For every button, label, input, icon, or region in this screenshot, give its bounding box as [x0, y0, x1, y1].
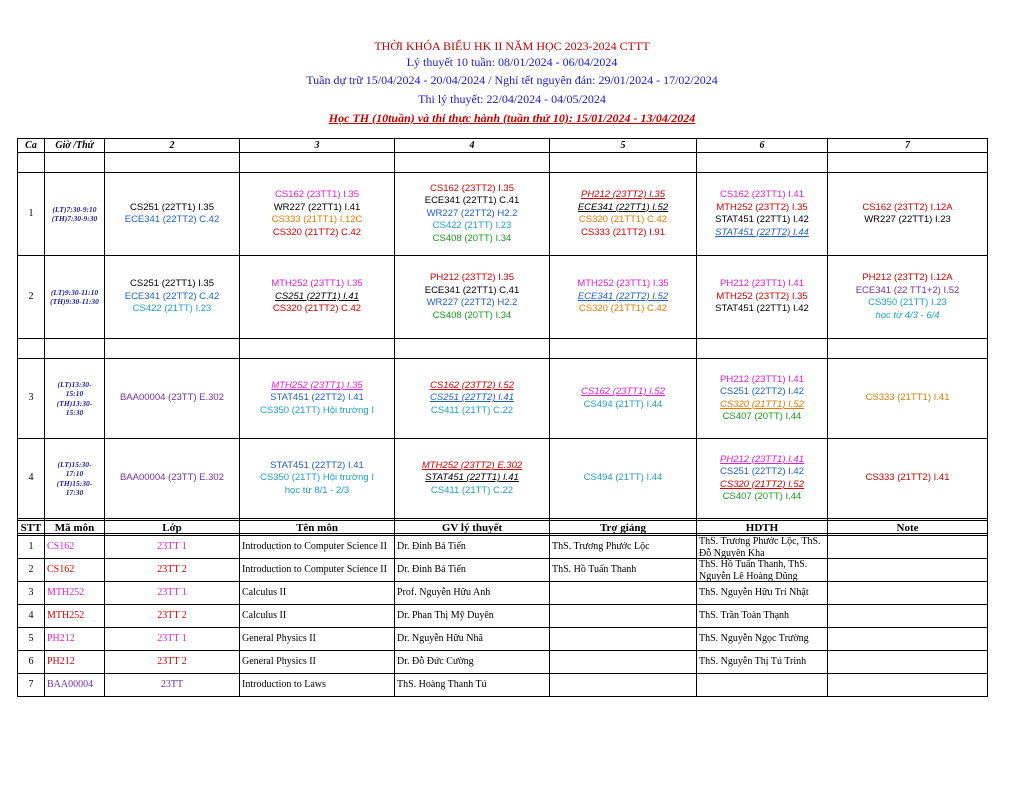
class-entry[interactable]: STAT451 (22TT1) I.41 [425, 472, 519, 484]
theory-period: Lý thuyết 10 tuần: 08/01/2024 - 06/04/2024 [406, 55, 618, 69]
class-entry[interactable]: CS333 (21TT2) I.91 [581, 226, 665, 238]
session-time [45, 359, 105, 439]
course-row [18, 536, 988, 559]
course-row [18, 651, 988, 674]
course-class: 23TT 1 [105, 582, 240, 605]
class-entry[interactable]: PH212 (23TT2) I.12A [862, 272, 953, 283]
course-code: MTH252 [45, 605, 105, 628]
time-line: (TH)7:30-9:30 [51, 214, 98, 223]
spacer-cell [45, 153, 105, 173]
class-entry[interactable]: PH212 (23TT2) I.35 [430, 272, 514, 283]
class-entry[interactable]: CS422 (21TT) I.23 [432, 220, 512, 232]
session-row [18, 256, 988, 339]
col-header-day-7: 7 [828, 139, 988, 153]
class-entry[interactable]: ECE341 (22TT1) I.52 [577, 201, 669, 213]
class-entry[interactable]: CS407 (20TT) I.44 [722, 411, 802, 422]
course-lecturer: Dr. Nguyễn Hữu Nhã [395, 628, 550, 651]
course-row [18, 582, 988, 605]
slot-cell[interactable] [828, 173, 988, 256]
course-class: 23TT [105, 674, 240, 697]
class-entry[interactable]: CS333 (21TT1) I.41 [865, 392, 950, 404]
reserve-period: Tuần dự trữ 15/04/2024 - 20/04/2024 / Nghỉ tết nguyên đán: 29/01/2024 - 17/02/2024 [306, 73, 718, 87]
time-line: 15:10 [65, 389, 84, 398]
class-entry[interactable]: MTH252 (23TT1) I.35 [577, 278, 669, 290]
class-entry[interactable]: PH212 (23TT1) I.41 [720, 453, 804, 465]
class-entry[interactable]: BAA00004 (23TT) E.302 [119, 472, 225, 484]
spacer-cell [697, 153, 828, 173]
session-row [18, 439, 988, 519]
spacer-cell [697, 339, 828, 359]
course-class: 23TT 1 [105, 628, 240, 651]
class-entry[interactable]: STAT451 (22TT2) I.41 [270, 459, 364, 471]
practice-period: Học TH (10tuần) và thi thực hành (tuần thứ 10): 15/01/2024 - 13/04/2024 [328, 111, 696, 125]
class-entry[interactable]: CS162 (23TT1) I.41 [720, 189, 804, 200]
course-lecturer: Dr. Đinh Bá Tiến [395, 536, 550, 559]
course-lab-instructor: ThS. Hồ Tuấn Thanh, ThS. Nguyễn Lê Hoàng Dũng [699, 559, 808, 581]
course-index: 3 [18, 582, 45, 605]
class-entry[interactable]: CS320 (21TT1) I.52 [720, 398, 804, 410]
slot-cell[interactable] [105, 439, 240, 519]
session-number: 1 [18, 173, 45, 256]
spacer-cell [45, 339, 105, 359]
class-entry[interactable]: CS407 (20TT) I.44 [722, 491, 802, 502]
course-lab-instructor-cell [697, 651, 828, 674]
class-entry[interactable]: CS494 (21TT) I.44 [583, 472, 663, 484]
course-row [18, 559, 988, 582]
session-time [45, 173, 105, 256]
course-lab-instructor-cell [697, 559, 828, 582]
class-entry[interactable]: WR227 (22TT2) H2.2 [426, 297, 518, 308]
session-time [45, 256, 105, 339]
course-lab-instructor: ThS. Nguyễn Thị Tú Trinh [699, 656, 807, 667]
class-entry[interactable]: CS408 (20TT) I.34 [432, 232, 512, 244]
course-lecturer: Dr. Đinh Bá Tiến [395, 559, 550, 582]
session-number: 3 [18, 359, 45, 439]
slot-cell[interactable] [395, 439, 550, 519]
col-header-lecturer: GV lý thuyết [395, 521, 550, 536]
spacer-cell [550, 153, 697, 173]
class-entry[interactable]: BAA00004 (23TT) E.302 [119, 392, 225, 404]
course-name: General Physics II [242, 656, 316, 667]
course-note [828, 605, 988, 628]
class-entry[interactable]: CS251 (22TT1) I.35 [130, 201, 214, 213]
course-lab-instructor: ThS. Nguyễn Hữu Trí Nhật [699, 587, 809, 598]
class-entry[interactable]: CS162 (23TT1) I.35 [275, 189, 359, 200]
time-line: (LT)13:30- [57, 379, 92, 389]
class-entry[interactable]: CS320 (21TT1) C.42 [578, 214, 668, 225]
col-header-ca: Ca [18, 139, 45, 153]
time-line: 17:30 [65, 488, 84, 497]
col-header-lab: HDTH [697, 521, 828, 536]
course-lab-instructor: ThS. Trương Phước Lộc, ThS. Đỗ Nguyên Kha [699, 536, 821, 558]
class-entry[interactable]: CS350 (21TT) Hội trường I [260, 404, 374, 416]
class-entry[interactable]: CS422 (21TT) I.23 [132, 303, 212, 315]
col-header-note: Note [828, 521, 988, 536]
class-entry[interactable]: học từ 4/3 - 6/4 [875, 309, 940, 321]
course-index: 6 [18, 651, 45, 674]
spacer-row [18, 153, 988, 173]
class-entry[interactable]: ECE341 (22TT2) C.42 [124, 214, 220, 225]
class-entry[interactable]: STAT451 (22TT2) I.44 [715, 226, 809, 238]
slot-cell[interactable] [395, 359, 550, 439]
time-line: (TH)9:30-11:30 [50, 297, 99, 306]
class-entry[interactable]: CS350 (21TT) Hội trường I [260, 472, 374, 484]
course-name-cell [240, 536, 395, 559]
time-line: (TH)13:30- [56, 398, 93, 408]
course-name: General Physics II [242, 633, 316, 644]
class-entry[interactable]: ECE341 (22TT1) C.41 [424, 284, 520, 296]
spacer-cell [828, 339, 988, 359]
session-number: 2 [18, 256, 45, 339]
class-entry[interactable]: CS162 (23TT2) I.52 [430, 379, 514, 391]
course-lecturer: Prof. Nguyễn Hữu Anh [395, 582, 550, 605]
course-row [18, 674, 988, 697]
class-entry[interactable]: CS251 (22TT2) I.41 [430, 392, 514, 404]
course-code: PH212 [45, 628, 105, 651]
course-index: 4 [18, 605, 45, 628]
course-name-cell [240, 605, 395, 628]
course-lab-instructor-cell [697, 628, 828, 651]
time-line: 15:30 [65, 408, 84, 417]
course-class: 23TT 1 [105, 536, 240, 559]
course-ta [550, 651, 697, 674]
slot-cell[interactable] [697, 256, 828, 339]
course-ta: ThS. Hồ Tuấn Thanh [550, 559, 697, 582]
spacer-cell [18, 339, 45, 359]
course-name-cell [240, 559, 395, 582]
course-row [18, 628, 988, 651]
class-entry[interactable]: WR227 (22TT1) I.41 [273, 201, 361, 213]
slot-cell[interactable] [395, 256, 550, 339]
class-entry[interactable]: CS162 (23TT2) I.12A [862, 201, 953, 213]
course-lecturer: ThS. Hoàng Thanh Tú [395, 674, 550, 697]
spacer-cell [240, 153, 395, 173]
time-line: (TH)15:30- [56, 478, 93, 488]
course-class: 23TT 2 [105, 651, 240, 674]
time-line: (LT)9:30-11:10 [50, 287, 99, 297]
class-entry[interactable]: CS251 (22TT2) I.42 [720, 386, 804, 397]
spacer-cell [18, 153, 45, 173]
course-lab-instructor-cell [697, 536, 828, 559]
course-note [828, 536, 988, 559]
slot-cell[interactable] [828, 359, 988, 439]
course-lecturer: Dr. Phan Thị Mỹ Duyên [395, 605, 550, 628]
course-name: Introduction to Laws [242, 679, 326, 690]
course-note [828, 651, 988, 674]
course-note [828, 582, 988, 605]
course-lab-instructor: ThS. Trần Toàn Thạnh [699, 610, 790, 621]
col-header-class: Lớp [105, 521, 240, 536]
class-entry[interactable]: ECE341 (22TT2) C.42 [124, 290, 220, 302]
course-class: 23TT 2 [105, 559, 240, 582]
course-note [828, 559, 988, 582]
course-header [18, 521, 988, 536]
time-line: (LT)15:30- [57, 459, 92, 469]
course-name-cell [240, 582, 395, 605]
course-ta: ThS. Trương Phước Lộc [550, 536, 697, 559]
schedule-title: THỜI KHÓA BIỂU HK II NĂM HỌC 2023-2024 CTTT [374, 39, 650, 53]
course-lecturer: Dr. Đỗ Đức Cường [395, 651, 550, 674]
class-entry[interactable]: STAT451 (22TT1) I.42 [715, 303, 809, 315]
course-ta [550, 582, 697, 605]
class-entry[interactable]: CS350 (21TT) I.23 [868, 297, 947, 308]
course-name-cell [240, 628, 395, 651]
class-entry[interactable]: CS411 (21TT) C.22 [430, 404, 514, 416]
col-header-name: Tên môn [240, 521, 395, 536]
col-header-day-2: 2 [105, 139, 240, 153]
spacer-cell [828, 153, 988, 173]
class-entry[interactable]: PH212 (23TT2) I.35 [581, 189, 665, 200]
spacer-cell [395, 339, 550, 359]
class-entry[interactable]: CS411 (21TT) C.22 [430, 484, 514, 496]
course-name-cell [240, 651, 395, 674]
class-entry[interactable]: MTH252 (23TT1) I.35 [271, 278, 363, 290]
course-ta [550, 605, 697, 628]
time-line: (LT)7:30-9:10 [52, 204, 97, 214]
course-note [828, 674, 988, 697]
col-header-code: Mã môn [45, 521, 105, 536]
slot-cell[interactable] [828, 256, 988, 339]
class-entry[interactable]: CS162 (23TT1) I.52 [581, 386, 665, 397]
course-code: CS162 [45, 559, 105, 582]
spacer-row [18, 339, 988, 359]
slot-cell[interactable] [550, 256, 697, 339]
class-entry[interactable]: CS320 (21TT2) C.42 [272, 226, 362, 238]
course-row [18, 605, 988, 628]
slot-cell[interactable] [697, 439, 828, 519]
class-entry[interactable]: CS162 (23TT2) I.35 [430, 182, 514, 194]
class-entry[interactable]: WR227 (22TT1) I.23 [864, 214, 951, 225]
class-entry[interactable]: PH212 (23TT1) I.41 [720, 373, 804, 385]
course-name: Calculus II [242, 587, 287, 598]
slot-cell[interactable] [828, 439, 988, 519]
course-code: BAA00004 [45, 674, 105, 697]
class-entry[interactable]: MTH252 (23TT2) E.302 [421, 459, 523, 471]
class-entry[interactable]: CS320 (21TT2) C.42 [272, 303, 362, 315]
slot-cell[interactable] [550, 173, 697, 256]
course-ta [550, 628, 697, 651]
spacer-cell [240, 339, 395, 359]
slot-cell[interactable] [240, 256, 395, 339]
class-entry[interactable]: MTH252 (23TT2) I.35 [716, 201, 808, 213]
class-entry[interactable]: ECE341 (22TT2) I.52 [577, 290, 669, 302]
slot-cell[interactable] [697, 359, 828, 439]
class-entry[interactable]: ECE341 (22 TT1+2) I.52 [855, 284, 960, 296]
exam-period: Thi lý thuyết: 22/04/2024 - 04/05/2024 [418, 92, 606, 106]
class-entry[interactable]: học từ 8/1 - 2/3 [284, 484, 350, 496]
class-entry[interactable]: CS333 (21TT2) I.41 [865, 472, 950, 484]
course-index: 5 [18, 628, 45, 651]
slot-cell[interactable] [550, 439, 697, 519]
slot-cell[interactable] [550, 359, 697, 439]
slot-cell[interactable] [697, 173, 828, 256]
class-entry[interactable]: CS408 (20TT) I.34 [432, 309, 512, 321]
course-lab-instructor-cell [697, 674, 828, 697]
course-code: CS162 [45, 536, 105, 559]
session-row [18, 173, 988, 256]
col-header-day-3: 3 [240, 139, 395, 153]
slot-cell[interactable] [240, 173, 395, 256]
timetable [17, 138, 988, 534]
course-name: Introduction to Computer Science II [242, 564, 387, 575]
class-entry[interactable]: STAT451 (22TT2) I.41 [270, 392, 364, 404]
class-entry[interactable]: CS494 (21TT) I.44 [583, 398, 663, 410]
class-entry[interactable]: WR227 (22TT2) H2.2 [426, 207, 518, 219]
col-header-stt: STT [18, 521, 45, 536]
course-lab-instructor-cell [697, 582, 828, 605]
class-entry[interactable]: CS320 (21TT2) I.52 [720, 478, 804, 490]
session-number: 4 [18, 439, 45, 519]
class-entry[interactable]: CS333 (21TT1) I.12C [271, 214, 363, 225]
course-index: 7 [18, 674, 45, 697]
class-entry[interactable]: ECE341 (22TT1) C.41 [424, 195, 520, 207]
col-header-ta: Trợ giảng [550, 521, 697, 536]
spacer-cell [105, 153, 240, 173]
course-index: 1 [18, 536, 45, 559]
class-entry[interactable]: CS251 (22TT2) I.42 [720, 466, 804, 477]
slot-cell[interactable] [240, 359, 395, 439]
col-header-day-6: 6 [697, 139, 828, 153]
col-header-day-5: 5 [550, 139, 697, 153]
col-header-day-4: 4 [395, 139, 550, 153]
course-ta [550, 674, 697, 697]
timetable-header [18, 139, 988, 153]
class-entry[interactable]: MTH252 (23TT2) I.35 [716, 290, 808, 302]
course-code: MTH252 [45, 582, 105, 605]
session-row [18, 359, 988, 439]
slot-cell[interactable] [105, 256, 240, 339]
course-lab-instructor-cell [697, 605, 828, 628]
class-entry[interactable]: CS251 (22TT1) I.35 [130, 278, 214, 290]
class-entry[interactable]: STAT451 (22TT1) I.42 [715, 214, 809, 225]
course-name-cell [240, 674, 395, 697]
class-entry[interactable]: PH212 (23TT1) I.41 [720, 278, 804, 290]
course-table [17, 520, 988, 697]
course-index: 2 [18, 559, 45, 582]
session-time [45, 439, 105, 519]
course-name: Introduction to Computer Science II [242, 541, 387, 552]
course-note [828, 628, 988, 651]
time-line: 17:10 [65, 469, 84, 478]
col-header-time: Giờ /Thứ [45, 139, 105, 153]
spacer-cell [550, 339, 697, 359]
slot-cell[interactable] [395, 173, 550, 256]
slot-cell[interactable] [105, 173, 240, 256]
course-code: PH212 [45, 651, 105, 674]
class-entry[interactable]: MTH252 (23TT1) I.35 [271, 379, 363, 391]
course-name: Calculus II [242, 610, 287, 621]
spacer-cell [395, 153, 550, 173]
slot-cell[interactable] [240, 439, 395, 519]
class-entry[interactable]: CS320 (21TT1) C.42 [578, 303, 668, 315]
course-lab-instructor: ThS. Nguyễn Ngọc Trường [699, 633, 809, 644]
course-class: 23TT 2 [105, 605, 240, 628]
spacer-cell [105, 339, 240, 359]
slot-cell[interactable] [105, 359, 240, 439]
class-entry[interactable]: CS251 (22TT1) I.41 [275, 290, 359, 302]
